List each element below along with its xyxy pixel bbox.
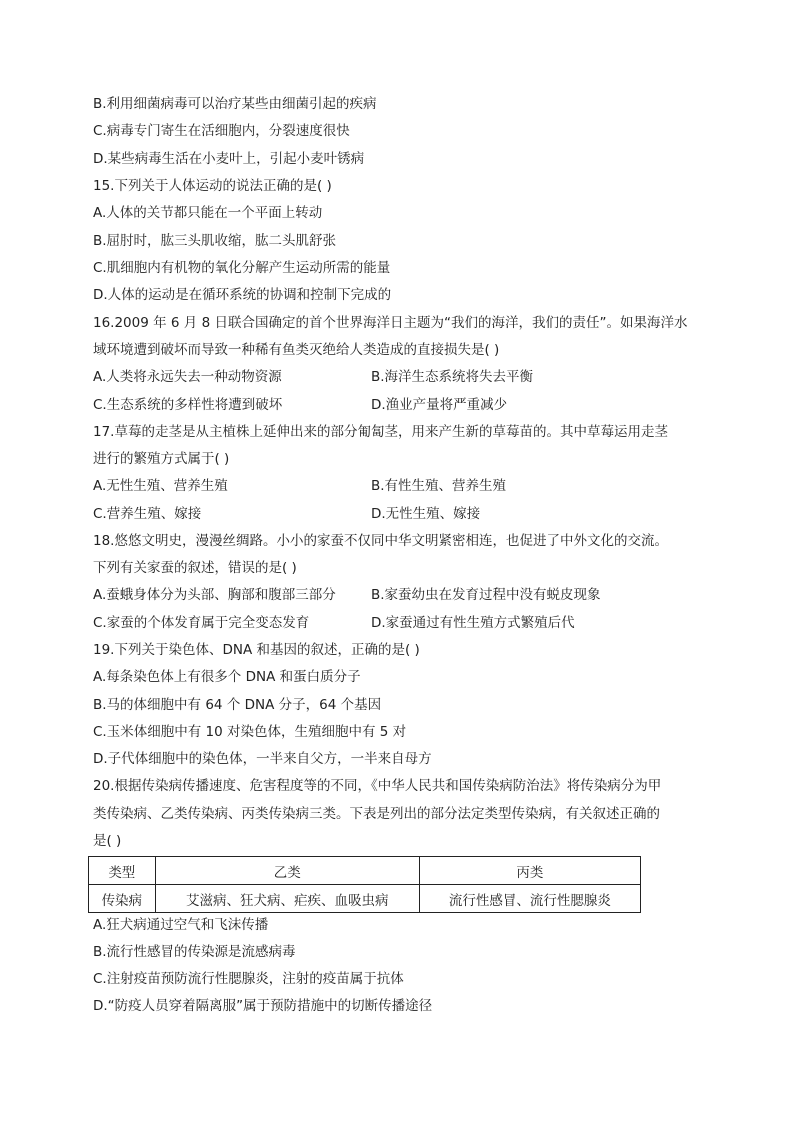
q14-option-d: D.某些病毒生活在小麦叶上，引起小麦叶锈病 — [93, 151, 365, 167]
q17-option-b: B.有性生殖、营养生殖 — [371, 478, 507, 494]
table-header-row — [89, 857, 641, 885]
q16-options-row-1 — [93, 363, 713, 391]
q20-option-d: D.“防疫人员穿着隔离服”属于预防措施中的切断传播途径 — [93, 998, 433, 1014]
q20-option-a: A.狂犬病通过空气和飞沫传播 — [93, 917, 269, 933]
q17-option-a: A.无性生殖、营养生殖 — [93, 478, 228, 494]
q16-option-a: A.人类将永远失去一种动物资源 — [93, 369, 282, 385]
q14-option-b: B.利用细菌病毒可以治疗某些由细菌引起的疾病 — [93, 96, 377, 112]
q20-option-b: B.流行性感冒的传染源是流感病毒 — [93, 944, 296, 960]
q15-option-a: A.人体的关节都只能在一个平面上转动 — [93, 205, 323, 221]
q18-options-row-2 — [93, 609, 713, 637]
q17-stem-line-2: 进行的繁殖方式属于( ) — [93, 451, 230, 467]
q17-option-d: D.无性生殖、嫁接 — [371, 506, 481, 522]
table-row — [89, 885, 641, 913]
q20-stem-line-1: 20.根据传染病传播速度、危害程度等的不同，《中华人民共和国传染病防治法》将传染病分为甲 — [93, 778, 662, 794]
q18-options-row-1 — [93, 581, 713, 609]
q19-option-a: A.每条染色体上有很多个 DNA 和蛋白质分子 — [93, 669, 361, 685]
table-header-cell: 丙类 — [419, 857, 640, 885]
q17-stem-line-1: 17.草莓的走茎是从主植株上延伸出来的部分匍匐茎，用来产生新的草莓苗的。其中草莓运用走茎 — [93, 424, 668, 440]
q18-option-c: C.家蚕的个体发育属于完全变态发育 — [93, 615, 310, 631]
q16-option-b: B.海洋生态系统将失去平衡 — [371, 369, 534, 385]
table-cell: 传染病 — [89, 885, 156, 913]
q16-option-c: C.生态系统的多样性将遭到破坏 — [93, 397, 283, 413]
q18-stem-line-1: 18.悠悠文明史，漫漫丝绸路。小小的家蚕不仅同中华文明紧密相连，也促进了中外文化的交流。 — [93, 533, 668, 549]
q19-option-b: B.马的体细胞中有 64 个 DNA 分子，64 个基因 — [93, 697, 382, 713]
q18-stem-line-2: 下列有关家蚕的叙述，错误的是( ) — [93, 560, 297, 576]
table-header-cell: 乙类 — [155, 857, 419, 885]
q14-option-c: C.病毒专门寄生在活细胞内，分裂速度很快 — [93, 123, 350, 139]
q17-options-row-1 — [93, 472, 713, 500]
table-cell: 艾滋病、狂犬病、疟疾、血吸虫病 — [155, 885, 419, 913]
q20-stem-line-2: 类传染病、乙类传染病、丙类传染病三类。下表是列出的部分法定类型传染病，有关叙述正确的 — [93, 806, 660, 822]
q17-option-c: C.营养生殖、嫁接 — [93, 506, 202, 522]
q15-option-d: D.人体的运动是在循环系统的协调和控制下完成的 — [93, 287, 392, 303]
q16-stem-line-1: 16.2009 年 6 月 8 日联合国确定的首个世界海洋日主题为“我们的海洋，我们的责任”。如果海洋水 — [93, 315, 688, 331]
q16-option-d: D.渔业产量将严重减少 — [371, 397, 508, 413]
table-header-cell: 类型 — [89, 857, 156, 885]
q18-option-a: A.蚕蛾身体分为头部、胸部和腹部三部分 — [93, 587, 336, 603]
q15-stem: 15.下列关于人体运动的说法正确的是( ) — [93, 178, 332, 194]
q18-option-b: B.家蚕幼虫在发育过程中没有蜕皮现象 — [371, 587, 601, 603]
q20-option-c: C.注射疫苗预防流行性腮腺炎，注射的疫苗属于抗体 — [93, 971, 404, 987]
disease-table — [88, 856, 641, 913]
q16-stem-line-2: 域环境遭到破坏而导致一种稀有鱼类灭绝给人类造成的直接损失是( ) — [93, 342, 500, 358]
q20-stem-line-3: 是( ) — [93, 833, 122, 849]
q18-option-d: D.家蚕通过有性生殖方式繁殖后代 — [371, 615, 575, 631]
q19-option-d: D.子代体细胞中的染色体，一半来自父方，一半来自母方 — [93, 751, 432, 767]
q16-options-row-2 — [93, 391, 713, 419]
q19-stem: 19.下列关于染色体、DNA 和基因的叙述，正确的是( ) — [93, 642, 420, 658]
q19-option-c: C.玉米体细胞中有 10 对染色体，生殖细胞中有 5 对 — [93, 724, 407, 740]
q15-option-c: C.肌细胞内有机物的氧化分解产生运动所需的能量 — [93, 260, 391, 276]
q15-option-b: B.屈肘时，肱三头肌收缩，肱二头肌舒张 — [93, 233, 337, 249]
table-cell: 流行性感冒、流行性腮腺炎 — [419, 885, 640, 913]
q17-options-row-2 — [93, 500, 713, 528]
